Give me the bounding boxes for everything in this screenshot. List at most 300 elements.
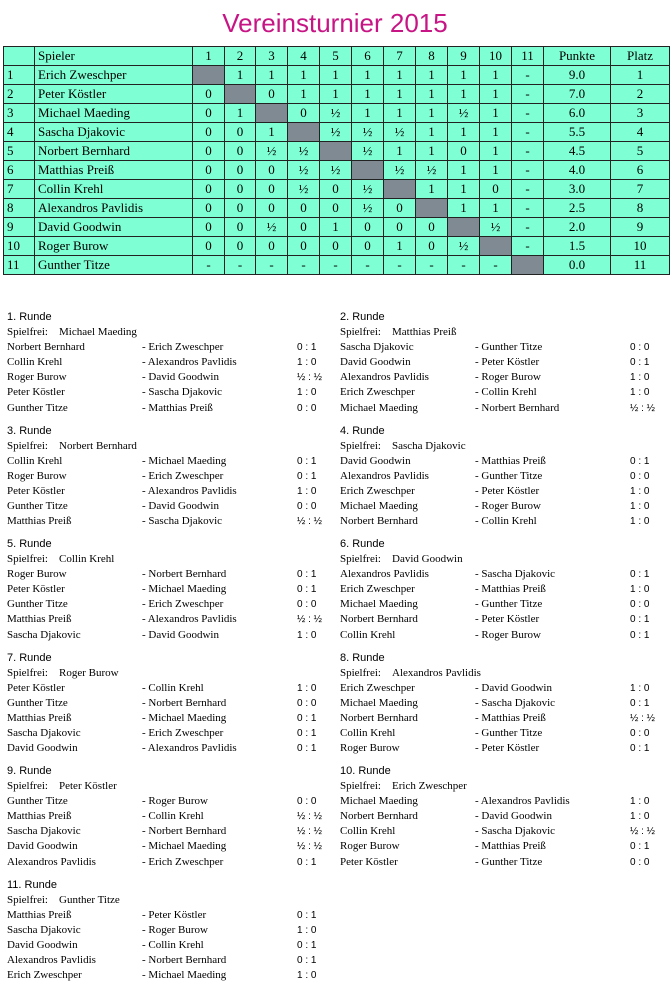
game-row: [340, 726, 670, 741]
game-result: 0 : 1: [630, 629, 650, 641]
game-row: [340, 567, 670, 582]
black-player: - Sascha Djakovic: [475, 825, 556, 838]
game-row: [7, 938, 337, 953]
bye-line: [7, 552, 337, 567]
game-row: [7, 968, 337, 983]
white-player: Gunther Titze: [7, 795, 68, 808]
points-cell: 3.0: [544, 180, 611, 199]
bye-player: Alexandros Pavlidis: [392, 666, 481, 679]
game-row: [340, 696, 670, 711]
game-result: 0 : 1: [297, 342, 317, 354]
result-cell: -: [512, 104, 544, 123]
white-player: Alexandros Pavlidis: [340, 469, 429, 482]
bye-line: [340, 779, 670, 794]
game-result: ½ : ½: [297, 372, 323, 384]
black-player: - Gunther Titze: [475, 598, 543, 611]
game-result: 1 : 0: [630, 811, 650, 823]
round-block: [340, 310, 670, 416]
diagonal-cell: [193, 66, 225, 85]
player-name: Roger Burow: [35, 237, 193, 256]
black-player: - David Goodwin: [142, 371, 219, 384]
game-row: [7, 385, 337, 400]
player-name: Sascha Djakovic: [35, 123, 193, 142]
game-result: 0 : 1: [630, 697, 650, 709]
round-title: 10. Runde: [340, 765, 391, 777]
points-cell: 7.0: [544, 85, 611, 104]
white-player: Norbert Bernhard: [340, 613, 418, 626]
black-player: - Collin Krehl: [475, 386, 537, 399]
white-player: Alexandros Pavlidis: [7, 953, 96, 966]
game-result: 1 : 0: [630, 372, 650, 384]
standings-row: [4, 161, 670, 180]
result-cell: -: [384, 256, 416, 275]
result-cell: 0: [288, 218, 320, 237]
black-player: - Gunther Titze: [475, 469, 543, 482]
white-player: Alexandros Pavlidis: [340, 568, 429, 581]
bye-line: [7, 779, 337, 794]
black-player: - David Goodwin: [475, 681, 552, 694]
black-player: - Sascha Djakovic: [142, 515, 223, 528]
game-result: 1 : 0: [297, 357, 317, 369]
game-row: [340, 681, 670, 696]
game-row: [340, 454, 670, 469]
white-player: David Goodwin: [340, 356, 411, 369]
game-row: [7, 597, 337, 612]
game-row: [340, 499, 670, 514]
white-player: Roger Burow: [7, 469, 67, 482]
result-cell: ½: [288, 180, 320, 199]
black-player: - Erich Zweschper: [142, 726, 224, 739]
game-row: [340, 597, 670, 612]
game-result: 0 : 1: [297, 455, 317, 467]
bye-player: Gunther Titze: [59, 893, 120, 906]
round-block: [340, 537, 670, 643]
white-player: Sascha Djakovic: [7, 923, 81, 936]
black-player: - Collin Krehl: [475, 515, 537, 528]
black-player: - Matthias Preiß: [475, 711, 546, 724]
white-player: Norbert Bernhard: [7, 341, 85, 354]
white-player: Peter Köstler: [7, 681, 65, 694]
game-row: [340, 484, 670, 499]
result-cell: 0: [416, 218, 448, 237]
bye-player: Peter Köstler: [59, 780, 117, 793]
white-player: Roger Burow: [7, 371, 67, 384]
header-round: 8: [416, 47, 448, 66]
white-player: Norbert Bernhard: [340, 515, 418, 528]
game-row: [340, 711, 670, 726]
black-player: - Sascha Djakovic: [475, 696, 556, 709]
bye-label: Spielfrei:: [7, 439, 48, 452]
player-name: Peter Köstler: [35, 85, 193, 104]
result-cell: -: [256, 256, 288, 275]
game-row: [7, 582, 337, 597]
result-cell: 1: [225, 104, 256, 123]
white-player: Peter Köstler: [340, 855, 398, 868]
result-cell: 1: [416, 104, 448, 123]
result-cell: 1: [256, 66, 288, 85]
game-row: [340, 741, 670, 756]
result-cell: ½: [352, 142, 384, 161]
bye-player: Collin Krehl: [59, 553, 115, 566]
result-cell: ½: [480, 218, 512, 237]
diagonal-cell: [288, 123, 320, 142]
game-row: [340, 385, 670, 400]
result-cell: -: [512, 123, 544, 142]
row-number: 5: [4, 142, 35, 161]
bye-line: [340, 439, 670, 454]
game-result: ½ : ½: [630, 712, 656, 724]
game-row: [7, 711, 337, 726]
black-player: - Peter Köstler: [475, 742, 540, 755]
round-block: [340, 651, 670, 757]
result-cell: 1: [384, 237, 416, 256]
result-cell: -: [448, 256, 480, 275]
points-cell: 0.0: [544, 256, 611, 275]
result-cell: 0: [352, 218, 384, 237]
round-title: 9. Runde: [7, 765, 52, 777]
game-result: 0 : 1: [297, 727, 317, 739]
diagonal-cell: [416, 199, 448, 218]
bye-label: Spielfrei:: [340, 439, 381, 452]
game-result: 0 : 1: [297, 470, 317, 482]
result-cell: 0: [193, 218, 225, 237]
place-cell: 8: [611, 199, 670, 218]
black-player: - Roger Burow: [475, 499, 541, 512]
game-result: 1 : 0: [630, 500, 650, 512]
game-result: 0 : 1: [297, 909, 317, 921]
result-cell: -: [320, 256, 352, 275]
game-row: [7, 628, 337, 643]
result-cell: 1: [288, 66, 320, 85]
black-player: - Michael Maeding: [142, 711, 227, 724]
result-cell: 1: [448, 199, 480, 218]
row-number: 1: [4, 66, 35, 85]
black-player: - David Goodwin: [475, 810, 552, 823]
bye-player: Erich Zweschper: [392, 780, 467, 793]
game-row: [7, 741, 337, 756]
black-player: - Roger Burow: [475, 371, 541, 384]
header-round: 2: [225, 47, 256, 66]
white-player: Collin Krehl: [340, 726, 396, 739]
game-row: [340, 612, 670, 627]
standings-row: [4, 256, 670, 275]
game-result: ½ : ½: [297, 811, 323, 823]
result-cell: -: [512, 199, 544, 218]
black-player: - Sascha Djakovic: [475, 568, 556, 581]
result-cell: -: [480, 256, 512, 275]
game-row: [7, 908, 337, 923]
white-player: Roger Burow: [340, 742, 400, 755]
game-row: [340, 824, 670, 839]
white-player: Norbert Bernhard: [340, 810, 418, 823]
white-player: Michael Maeding: [340, 795, 418, 808]
result-cell: 1: [480, 66, 512, 85]
black-player: - Roger Burow: [142, 795, 208, 808]
standings-row: [4, 66, 670, 85]
result-cell: 0: [193, 180, 225, 199]
game-result: ½ : ½: [297, 826, 323, 838]
game-row: [7, 726, 337, 741]
game-row: [340, 628, 670, 643]
header-round: 3: [256, 47, 288, 66]
white-player: Michael Maeding: [340, 401, 418, 414]
black-player: - Alexandros Pavlidis: [142, 742, 237, 755]
game-row: [7, 612, 337, 627]
black-player: - Michael Maeding: [142, 969, 227, 982]
result-cell: 1: [320, 85, 352, 104]
white-player: Peter Köstler: [7, 583, 65, 596]
white-player: Matthias Preiß: [7, 908, 72, 921]
black-player: - Norbert Bernhard: [142, 825, 227, 838]
standings-table: [3, 46, 670, 275]
black-player: - Michael Maeding: [142, 840, 227, 853]
result-cell: 0: [193, 161, 225, 180]
round-title: 2. Runde: [340, 311, 385, 323]
result-cell: 1: [416, 142, 448, 161]
result-cell: 0: [225, 237, 256, 256]
result-cell: 0: [384, 218, 416, 237]
result-cell: ½: [320, 104, 352, 123]
game-row: [340, 401, 670, 416]
result-cell: -: [193, 256, 225, 275]
white-player: Roger Burow: [7, 568, 67, 581]
black-player: - Collin Krehl: [142, 810, 204, 823]
diagonal-cell: [352, 161, 384, 180]
result-cell: 0: [225, 142, 256, 161]
result-cell: ½: [320, 123, 352, 142]
result-cell: 0: [320, 199, 352, 218]
game-row: [340, 469, 670, 484]
bye-line: [7, 439, 337, 454]
game-result: 0 : 0: [297, 500, 317, 512]
result-cell: 1: [448, 123, 480, 142]
place-cell: 3: [611, 104, 670, 123]
white-player: Erich Zweschper: [7, 969, 82, 982]
game-result: 1 : 0: [630, 485, 650, 497]
white-player: Collin Krehl: [340, 825, 396, 838]
result-cell: 0: [288, 199, 320, 218]
game-result: 0 : 1: [297, 954, 317, 966]
place-cell: 11: [611, 256, 670, 275]
result-cell: 0: [256, 199, 288, 218]
game-result: 0 : 1: [630, 743, 650, 755]
black-player: - Peter Köstler: [142, 908, 207, 921]
result-cell: 0: [320, 180, 352, 199]
game-result: 1 : 0: [297, 485, 317, 497]
points-cell: 2.5: [544, 199, 611, 218]
standings-row: [4, 237, 670, 256]
game-row: [7, 839, 337, 854]
bye-player: Sascha Djakovic: [392, 439, 466, 452]
result-cell: 1: [225, 66, 256, 85]
player-name: Erich Zweschper: [35, 66, 193, 85]
game-row: [340, 809, 670, 824]
game-row: [340, 839, 670, 854]
diagonal-cell: [256, 104, 288, 123]
standings-header-row: [4, 47, 670, 66]
result-cell: 1: [480, 85, 512, 104]
result-cell: ½: [352, 199, 384, 218]
black-player: - Gunther Titze: [475, 341, 543, 354]
result-cell: ½: [352, 123, 384, 142]
header-place: Platz: [611, 47, 670, 66]
white-player: Michael Maeding: [340, 499, 418, 512]
round-block: [340, 424, 670, 530]
white-player: Peter Köstler: [7, 386, 65, 399]
result-cell: ½: [256, 142, 288, 161]
game-row: [340, 370, 670, 385]
result-cell: 1: [320, 218, 352, 237]
game-result: 0 : 0: [630, 727, 650, 739]
result-cell: 1: [416, 123, 448, 142]
game-result: 1 : 0: [630, 796, 650, 808]
game-result: 0 : 0: [297, 697, 317, 709]
white-player: Sascha Djakovic: [340, 341, 414, 354]
row-number: 4: [4, 123, 35, 142]
header-round: 1: [193, 47, 225, 66]
game-result: 1 : 0: [297, 387, 317, 399]
points-cell: 2.0: [544, 218, 611, 237]
round-block: [7, 537, 337, 643]
game-row: [7, 794, 337, 809]
result-cell: 0: [193, 123, 225, 142]
bye-line: [7, 666, 337, 681]
points-cell: 6.0: [544, 104, 611, 123]
black-player: - Erich Zweschper: [142, 855, 224, 868]
place-cell: 4: [611, 123, 670, 142]
diagonal-cell: [480, 237, 512, 256]
result-cell: 1: [448, 161, 480, 180]
result-cell: 1: [352, 104, 384, 123]
game-row: [7, 469, 337, 484]
game-result: 0 : 0: [630, 470, 650, 482]
white-player: Collin Krehl: [7, 454, 63, 467]
player-name: Collin Krehl: [35, 180, 193, 199]
result-cell: 1: [448, 85, 480, 104]
points-cell: 4.0: [544, 161, 611, 180]
result-cell: -: [225, 256, 256, 275]
round-title: 11. Runde: [7, 878, 57, 891]
row-number: 7: [4, 180, 35, 199]
round-title: 1. Runde: [7, 311, 52, 323]
game-row: [7, 514, 337, 529]
result-cell: -: [512, 85, 544, 104]
game-result: 0 : 1: [630, 455, 650, 467]
white-player: Matthias Preiß: [7, 711, 72, 724]
round-block: [7, 878, 337, 984]
white-player: Alexandros Pavlidis: [7, 855, 96, 868]
header-number: [4, 47, 35, 66]
round-title: 8. Runde: [340, 651, 385, 664]
header-round: 7: [384, 47, 416, 66]
standings-row: [4, 123, 670, 142]
game-row: [7, 824, 337, 839]
black-player: - Matthias Preiß: [475, 454, 546, 467]
game-row: [7, 454, 337, 469]
result-cell: -: [512, 142, 544, 161]
header-round: 6: [352, 47, 384, 66]
round-title: 4. Runde: [340, 424, 385, 437]
game-result: 0 : 0: [297, 796, 317, 808]
result-cell: -: [288, 256, 320, 275]
white-player: Collin Krehl: [340, 628, 396, 641]
header-round: 9: [448, 47, 480, 66]
game-row: [340, 794, 670, 809]
row-number: 8: [4, 199, 35, 218]
game-result: 0 : 1: [630, 569, 650, 581]
result-cell: 1: [448, 66, 480, 85]
player-name: Gunther Titze: [35, 256, 193, 275]
bye-label: Spielfrei:: [7, 666, 48, 679]
bye-label: Spielfrei:: [7, 780, 48, 793]
game-result: 0 : 1: [630, 357, 650, 369]
player-name: David Goodwin: [35, 218, 193, 237]
game-result: ½ : ½: [630, 402, 656, 414]
black-player: - Collin Krehl: [142, 938, 204, 951]
place-cell: 10: [611, 237, 670, 256]
bye-label: Spielfrei:: [340, 780, 381, 793]
game-row: [7, 953, 337, 968]
result-cell: 1: [480, 142, 512, 161]
result-cell: 0: [225, 199, 256, 218]
place-cell: 7: [611, 180, 670, 199]
game-row: [340, 514, 670, 529]
result-cell: ½: [288, 161, 320, 180]
result-cell: 1: [384, 104, 416, 123]
white-player: Erich Zweschper: [340, 583, 415, 596]
black-player: - Norbert Bernhard: [142, 953, 227, 966]
bye-line: [340, 552, 670, 567]
bye-label: Spielfrei:: [7, 893, 48, 906]
result-cell: -: [512, 218, 544, 237]
result-cell: 0: [448, 142, 480, 161]
bye-line: [340, 666, 670, 681]
black-player: - Alexandros Pavlidis: [142, 613, 237, 626]
points-cell: 1.5: [544, 237, 611, 256]
bye-line: [340, 325, 670, 340]
game-row: [7, 355, 337, 370]
white-player: Gunther Titze: [7, 499, 68, 512]
row-number: 3: [4, 104, 35, 123]
game-row: [7, 499, 337, 514]
game-row: [7, 809, 337, 824]
result-cell: 0: [288, 104, 320, 123]
bye-label: Spielfrei:: [340, 326, 381, 339]
player-name: Alexandros Pavlidis: [35, 199, 193, 218]
place-cell: 6: [611, 161, 670, 180]
white-player: Matthias Preiß: [7, 515, 72, 528]
result-cell: 0: [288, 237, 320, 256]
standings-row: [4, 180, 670, 199]
result-cell: 0: [416, 237, 448, 256]
white-player: Sascha Djakovic: [7, 825, 81, 838]
white-player: Alexandros Pavlidis: [340, 371, 429, 384]
game-result: 1 : 0: [297, 629, 317, 641]
game-result: 1 : 0: [297, 924, 317, 936]
black-player: - Matthias Preiß: [475, 583, 546, 596]
place-cell: 1: [611, 66, 670, 85]
result-cell: 1: [288, 85, 320, 104]
white-player: David Goodwin: [340, 454, 411, 467]
result-cell: 1: [384, 66, 416, 85]
diagonal-cell: [384, 180, 416, 199]
player-name: Michael Maeding: [35, 104, 193, 123]
game-row: [340, 340, 670, 355]
white-player: David Goodwin: [7, 840, 78, 853]
game-result: 0 : 1: [297, 856, 317, 868]
game-row: [7, 370, 337, 385]
white-player: David Goodwin: [7, 742, 78, 755]
